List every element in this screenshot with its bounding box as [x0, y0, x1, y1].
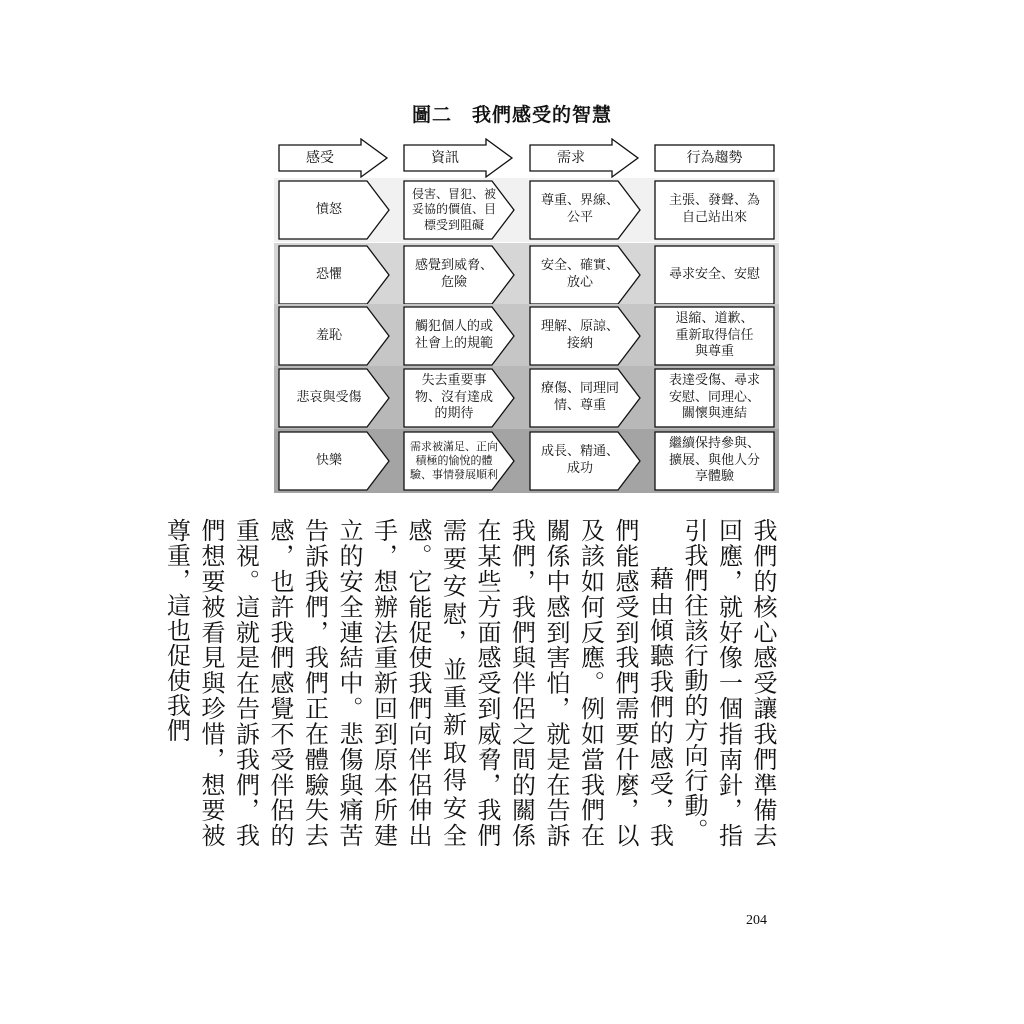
row-action-label: 尋求安全、安慰 — [668, 266, 760, 282]
figure-title: 圖二 我們感受的智慧 — [411, 104, 612, 126]
page-number: 204 — [746, 913, 767, 928]
row-action-label: 繼續保持參與、 擴展、與他人分 享體驗 — [668, 435, 760, 485]
row-emotion-label: 悲哀與受傷 — [296, 389, 362, 405]
header-label: 行為趨勢 — [686, 149, 743, 166]
row-need-label: 成長、精通、 成功 — [540, 444, 619, 476]
row-emotion-label: 快樂 — [315, 452, 342, 468]
body-text — [162, 518, 780, 848]
row-emotion-label: 羞恥 — [315, 327, 342, 343]
row-need-label: 尊重、界線、 公平 — [540, 193, 619, 225]
row-info-label: 需求被滿足、正向 積極的愉悅的體 驗、事情發展順利 — [410, 439, 498, 482]
row-action-label: 主張、發聲、為 自己站出來 — [668, 193, 760, 225]
header-label: 感受 — [306, 149, 334, 166]
row-action-label: 表達受傷、尋求 安慰、同理心、 關懷與連結 — [668, 372, 760, 422]
row-need-label: 療傷、同理同 情、尊重 — [540, 381, 619, 413]
row-info-label: 感覺到威脅、 危險 — [414, 258, 493, 290]
paragraph-1: 我們的核心感受讓我們準備去回應，就好像一個指南針，指引我們往該行動的方向行動。 — [680, 518, 777, 848]
emotion-wisdom-figure — [274, 138, 779, 496]
row-action-label: 退縮、道歉、 重新取得信任 與尊重 — [675, 310, 754, 360]
row-info-label: 觸犯個人的或 社會上的規範 — [414, 319, 493, 351]
row-need-label: 安全、確實、 放心 — [540, 258, 619, 290]
row-need-label: 理解、原諒、 接納 — [540, 319, 619, 351]
paragraph-2: 藉由傾聽我們的感受，我們能感受到我們需要什麼，以及該如何反應。例如當我們在關係中感到害怕，就是在告訴我們，我們與伴侶之間的關係在某些方面感受到威脅，我們需要安慰，並重新取得安全感。它能促使我們向伴侶伸出手，想辦法重新回到原本所建立的安全連結中。悲傷與痛苦告訴我們，我們正在體驗失去感，也許我們感覺不受伴侶的重視。這就是在告訴我們，我們想要被看見與珍惜，想要被尊重，這也促使我們 — [162, 518, 674, 848]
row-info-label: 失去重要事 物、沒有達成 的期待 — [414, 372, 493, 422]
header-label: 需求 — [557, 149, 585, 166]
row-emotion-label: 恐懼 — [315, 266, 342, 282]
header-label: 資訊 — [431, 149, 459, 166]
row-info-label: 侵害、冒犯、被 妥協的價值、目 標受到阻礙 — [411, 186, 496, 232]
row-emotion-label: 憤怒 — [315, 201, 342, 217]
